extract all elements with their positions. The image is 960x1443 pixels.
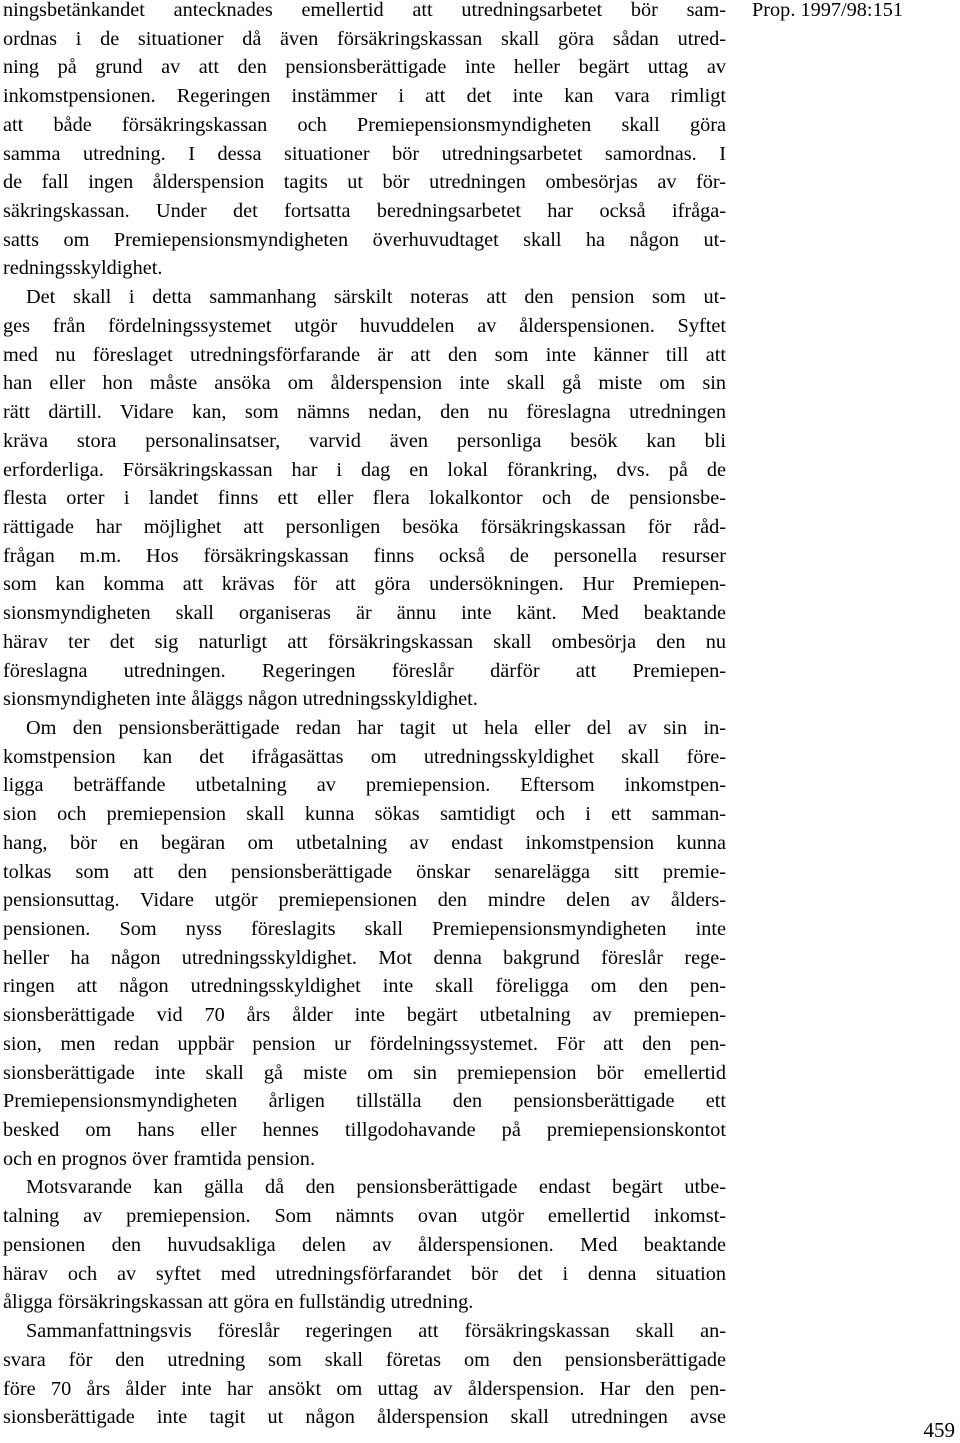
- text-line: pensionen. Som nyss föreslagits skall Premiepensionsmyndigheten inte: [3, 918, 726, 940]
- text-line: satts om Premiepensionsmyndigheten överhuvudtaget skall ha någon ut-: [3, 228, 726, 251]
- body-text: [3, 0, 726, 1432]
- text-line: samma utredning. I dessa situationer bör utredningsarbetet samordnas. I: [3, 142, 726, 165]
- text-line: och en prognos över framtida pension.: [3, 1147, 316, 1170]
- text-line: han eller hon måste ansöka om ålderspension inte skall gå miste om sin: [3, 372, 726, 395]
- text-line: kräva stora personalinsatser, varvid även personliga besök kan bli: [3, 429, 726, 452]
- text-line: svara för den utredning som skall företas om den pensionsberättigade: [3, 1348, 726, 1371]
- text-line: föreslagna utredningen. Regeringen föreslår därför att Premiepen-: [3, 659, 726, 682]
- text-line: sionsmyndigheten inte åläggs någon utredningsskyldighet.: [3, 688, 478, 711]
- text-line: hang, bör en begäran om utbetalning av endast inkomstpension kunna: [3, 831, 726, 854]
- text-line: ning på grund av att den pensionsberättigade inte heller begärt uttag av: [3, 56, 726, 79]
- text-line: ges från fördelningssystemet utgör huvuddelen av ålderspensionen. Syftet: [3, 314, 726, 337]
- text-line: pensionsuttag. Vidare utgör premiepensionen den mindre delen av ålders-: [3, 889, 726, 912]
- text-line: ordnas i de situationer då även försäkringskassan skall göra sådan utred-: [3, 27, 726, 50]
- text-line: sionsberättigade vid 70 års ålder inte begärt utbetalning av premiepen-: [3, 1004, 726, 1027]
- text-line: frågan m.m. Hos försäkringskassan finns också de personella resurser: [3, 544, 726, 567]
- paragraph: [3, 714, 726, 1174]
- text-line: flesta orter i landet finns ett eller flera lokalkontor och de pensionsbe-: [3, 487, 726, 510]
- text-line: Om den pensionsberättigade redan har tagit ut hela eller del av sin in-: [26, 716, 726, 739]
- text-line: rättigade har möjlighet att personligen besöka försäkringskassan för råd-: [3, 515, 726, 538]
- text-line: erforderliga. Försäkringskassan har i dag en lokal förankring, dvs. på de: [3, 458, 726, 481]
- text-line: med nu föreslaget utredningsförfarande är att den som inte känner till att: [3, 343, 726, 366]
- text-line: att både försäkringskassan och Premiepensionsmyndigheten skall göra: [3, 113, 726, 136]
- text-line: sionsmyndigheten skall organiseras är ännu inte känt. Med beaktande: [3, 602, 726, 625]
- paragraph: [3, 283, 726, 714]
- paragraph: [3, 0, 726, 283]
- text-line: besked om hans eller hennes tillgodohavande på premiepensionskontot: [3, 1119, 726, 1142]
- text-line: rätt därtill. Vidare kan, som nämns nedan, den nu föreslagna utredningen: [3, 401, 726, 424]
- text-line: heller ha någon utredningsskyldighet. Mot denna bakgrund föreslår rege-: [3, 946, 726, 969]
- text-line: Sammanfattningsvis föreslår regeringen att försäkringskassan skall an-: [26, 1320, 726, 1343]
- text-line: talning av premiepension. Som nämnts ovan utgör emellertid inkomst-: [3, 1205, 726, 1228]
- text-line: ligga beträffande utbetalning av premiepension. Eftersom inkomstpen-: [3, 774, 726, 797]
- text-line: ningsbetänkandet antecknades emellertid att utredningsarbetet bör sam-: [3, 0, 726, 21]
- text-line: de fall ingen ålderspension tagits ut bör utredningen ombesörjas av för-: [3, 171, 726, 194]
- text-line: pensionen den huvudsakliga delen av ålderspensionen. Med beaktande: [3, 1233, 726, 1256]
- text-line: Motsvarande kan gälla då den pensionsberättigade endast begärt utbe-: [26, 1176, 726, 1199]
- text-line: härav och av syftet med utredningsförfarandet bör det i denna situation: [3, 1262, 726, 1285]
- text-line: Det skall i detta sammanhang särskilt noteras att den pension som ut-: [26, 286, 726, 309]
- text-line: härav ter det sig naturligt att försäkringskassan skall ombesörja den nu: [3, 630, 726, 653]
- paragraph: [3, 1173, 726, 1317]
- text-line: ringen att någon utredningsskyldighet inte skall föreligga om den pen-: [3, 975, 726, 998]
- text-line: inkomstpensionen. Regeringen instämmer i att det inte kan vara rimligt: [3, 85, 726, 108]
- text-line: tolkas som att den pensionsberättigade önskar senarelägga sitt premie-: [3, 860, 726, 883]
- text-line: åligga försäkringskassan att göra en fullständig utredning.: [3, 1291, 474, 1314]
- text-line: säkringskassan. Under det fortsatta beredningsarbetet har också ifråga-: [3, 200, 726, 223]
- text-line: före 70 års ålder inte har ansökt om uttag av ålderspension. Har den pen-: [3, 1377, 726, 1400]
- text-line: sionsberättigade inte tagit ut någon ålderspension skall utredningen avse: [3, 1406, 726, 1429]
- text-line: som kan komma att krävas för att göra undersökningen. Hur Premiepen-: [3, 573, 726, 596]
- text-line: sionsberättigade inte skall gå miste om sin premiepension bör emellertid: [3, 1061, 726, 1084]
- text-line: sion och premiepension skall kunna sökas samtidigt och i ett samman-: [3, 803, 726, 826]
- text-line: komstpension kan det ifrågasättas om utredningsskyldighet skall före-: [3, 745, 726, 768]
- page-number: 459: [923, 1418, 955, 1442]
- text-line: redningsskyldighet.: [3, 257, 163, 280]
- proposition-reference: Prop. 1997/98:151: [752, 0, 903, 21]
- text-line: sion, men redan uppbär pension ur fördelningssystemet. För att den pen-: [3, 1032, 726, 1055]
- paragraph: [3, 1317, 726, 1432]
- text-line: Premiepensionsmyndigheten årligen tillställa den pensionsberättigade ett: [3, 1090, 726, 1113]
